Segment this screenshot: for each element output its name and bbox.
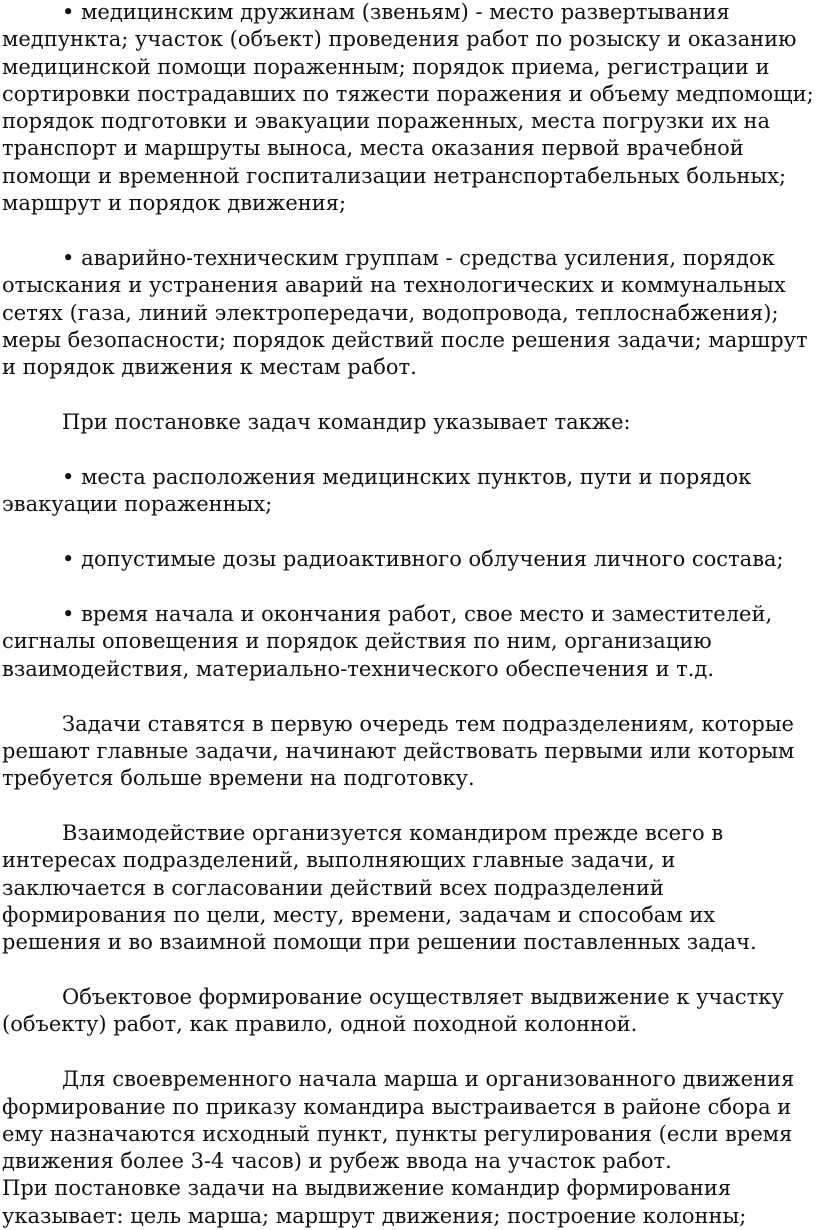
paragraph-commander-also: При постановке задач командир указывает также: xyxy=(62,410,631,435)
paragraph-column-advance: Объектовое формирование осуществляет выдвижение к участку (объекту) работ, как правило, одной походной колонной. xyxy=(2,985,784,1037)
document-page xyxy=(2,0,814,1230)
paragraph-emergency-groups: • аварийно-техническим группам - средства усиления, порядок отыскания и устранения аварий на технологических и коммунальных сетях (газа, линий электропередачи, водопровода, теплоснабжения); меры безопасности; порядок действий после решения задачи; маршрут и порядок движения к местам работ. xyxy=(2,245,814,381)
paragraph-march-start: Для своевременного начала марша и организованного движения формирование по приказу командира выстраивается в районе сбора и ему назначаются исходный пункт, пункты регулирования (если время движения более 3-4 часов) и рубеж ввода на участок работ. xyxy=(2,1067,795,1174)
paragraph-medical-teams: • медицинским дружинам (звеньям) - место развертывания медпункта; участок (объект) проведения работ по розыску и оказанию медицинской помощи пораженным; порядок приема, регистрации и сортировки пострадавших по тяжести поражения и объему медпомощи; порядок подготовки и эвакуации пораженных, места погрузки их на транспорт и маршруты выноса, места оказания первой врачебной помощи и временной госпитализации нетранспортабельных больных; маршрут и порядок движения; xyxy=(2,0,814,217)
paragraph-medical-points: • места расположения медицинских пунктов, пути и порядок эвакуации пораженных; xyxy=(2,464,814,519)
paragraph-interaction: Взаимодействие организуется командиром прежде всего в интересах подразделений, выполняющих главные задачи, и заключается в согласовании действий всех подразделений формирования по цели, месту, времени, задачам и способам их решения и во взаимной помощи при решении поставленных задач. xyxy=(2,820,757,955)
paragraph-radiation-doses: • допустимые дозы радиоактивного облучения личного состава; xyxy=(2,546,814,573)
paragraph-march-task: При постановке задачи на выдвижение командир формирования указывает: цель марша; маршрут движения; построение колонны; xyxy=(2,1176,747,1228)
paragraph-task-priority: Задачи ставятся в первую очередь тем подразделениям, которые решают главные задачи, начинают действовать первыми или которым требуется больше времени на подготовку. xyxy=(2,711,795,791)
paragraph-work-time: • время начала и окончания работ, свое место и заместителей, сигналы оповещения и порядок действия по ним, организацию взаимодействия, материально-технического обеспечения и т.д. xyxy=(2,601,814,683)
